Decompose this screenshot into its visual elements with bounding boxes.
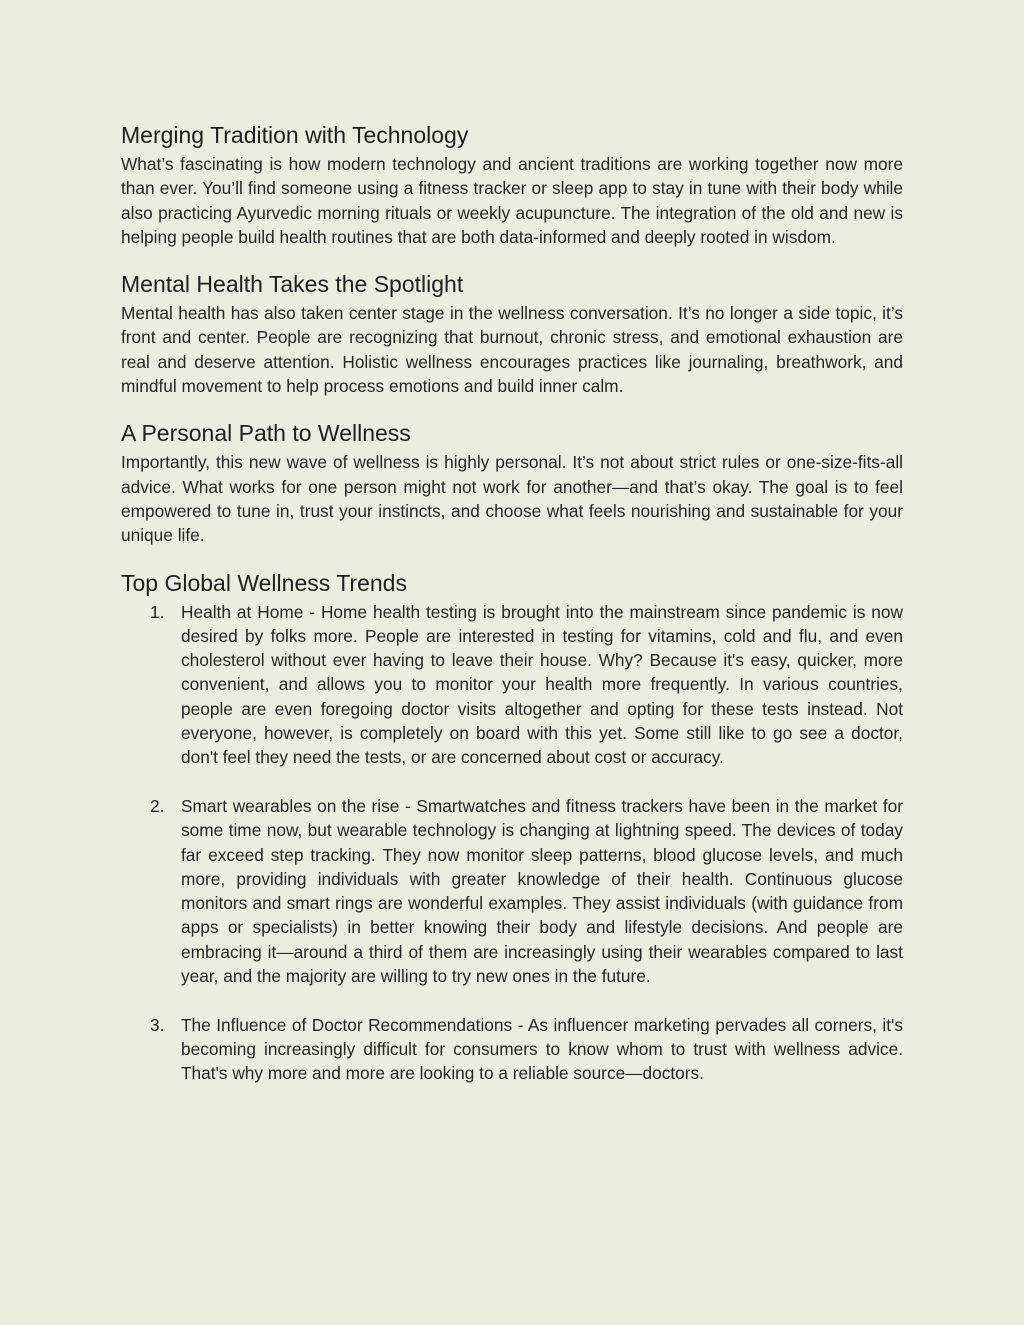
- section-tradition-technology: [121, 118, 903, 249]
- list-item-text: Smart wearables on the rise - Smartwatches and fitness trackers have been in the market for some time now, but wearable technology is changing at lightning speed. The devices of today far exceed step tracking. They now monitor sleep patterns, blood glucose levels, and much more, providing individuals with greater knowledge of their health. Continuous glucose monitors and smart rings are wonderful examples. They assist individuals (with guidance from apps or specialists) in better knowing their body and lifestyle decisions. And people are embracing it—around a third of them are increasingly using their wearables compared to last year, and the majority are willing to try new ones in the future.: [181, 795, 903, 987]
- list-item: [121, 1013, 903, 1086]
- list-item: [121, 600, 903, 770]
- section-heading: A Personal Path to Wellness: [121, 420, 411, 447]
- list-item-number: 3.: [150, 1014, 165, 1035]
- section-personal-path: [121, 416, 903, 547]
- section-global-trends: [121, 566, 903, 1086]
- trends-list: [121, 600, 903, 1086]
- list-item-text: The Influence of Doctor Recommendations - As influencer marketing pervades all corners, it's becoming increasingly difficult for consumers to know whom to trust with wellness advice. That's why more and more are looking to a reliable source—doctors.: [181, 1014, 903, 1084]
- list-item-number: 2.: [150, 795, 165, 816]
- section-heading: Mental Health Takes the Spotlight: [121, 271, 464, 298]
- section-paragraph: Mental health has also taken center stage in the wellness conversation. It’s no longer a side topic, it’s front and center. People are recognizing that burnout, chronic stress, and emotional exhaustion are real and deserve attention. Holistic wellness encourages practices like journaling, breathwork, and mindful movement to help process emotions and build inner calm.: [121, 303, 903, 397]
- list-item: [121, 794, 903, 988]
- section-paragraph: Importantly, this new wave of wellness is highly personal. It’s not about strict rules or one-size-fits-all advice. What works for one person might not work for another—and that’s okay. The goal is to feel empowered to tune in, trust your instincts, and choose what feels nourishing and sustainable for your unique life.: [121, 452, 903, 546]
- list-item-number: 1.: [150, 601, 165, 622]
- list-item-text: Health at Home - Home health testing is brought into the mainstream since pandemic is now desired by folks more. People are interested in testing for vitamins, cold and flu, and even cholesterol without ever having to leave their house. Why? Because it's easy, quicker, more convenient, and allows you to monitor your health more frequently. In various countries, people are even foregoing doctor visits altogether and opting for these tests instead. Not everyone, however, is completely on board with this yet. Some still like to go see a doctor, don't feel they need the tests, or are concerned about cost or accuracy.: [181, 601, 903, 768]
- section-mental-health: [121, 267, 903, 398]
- section-heading: Merging Tradition with Technology: [121, 122, 469, 148]
- section-paragraph: What’s fascinating is how modern technology and ancient traditions are working together now more than ever. You’ll find someone using a fitness tracker or sleep app to stay in tune with their body while also practicing Ayurvedic morning rituals or weekly acupuncture. The integration of the old and new is helping people build health routines that are both data-informed and deeply rooted in wisdom.: [121, 154, 903, 247]
- section-heading: Top Global Wellness Trends: [121, 569, 407, 596]
